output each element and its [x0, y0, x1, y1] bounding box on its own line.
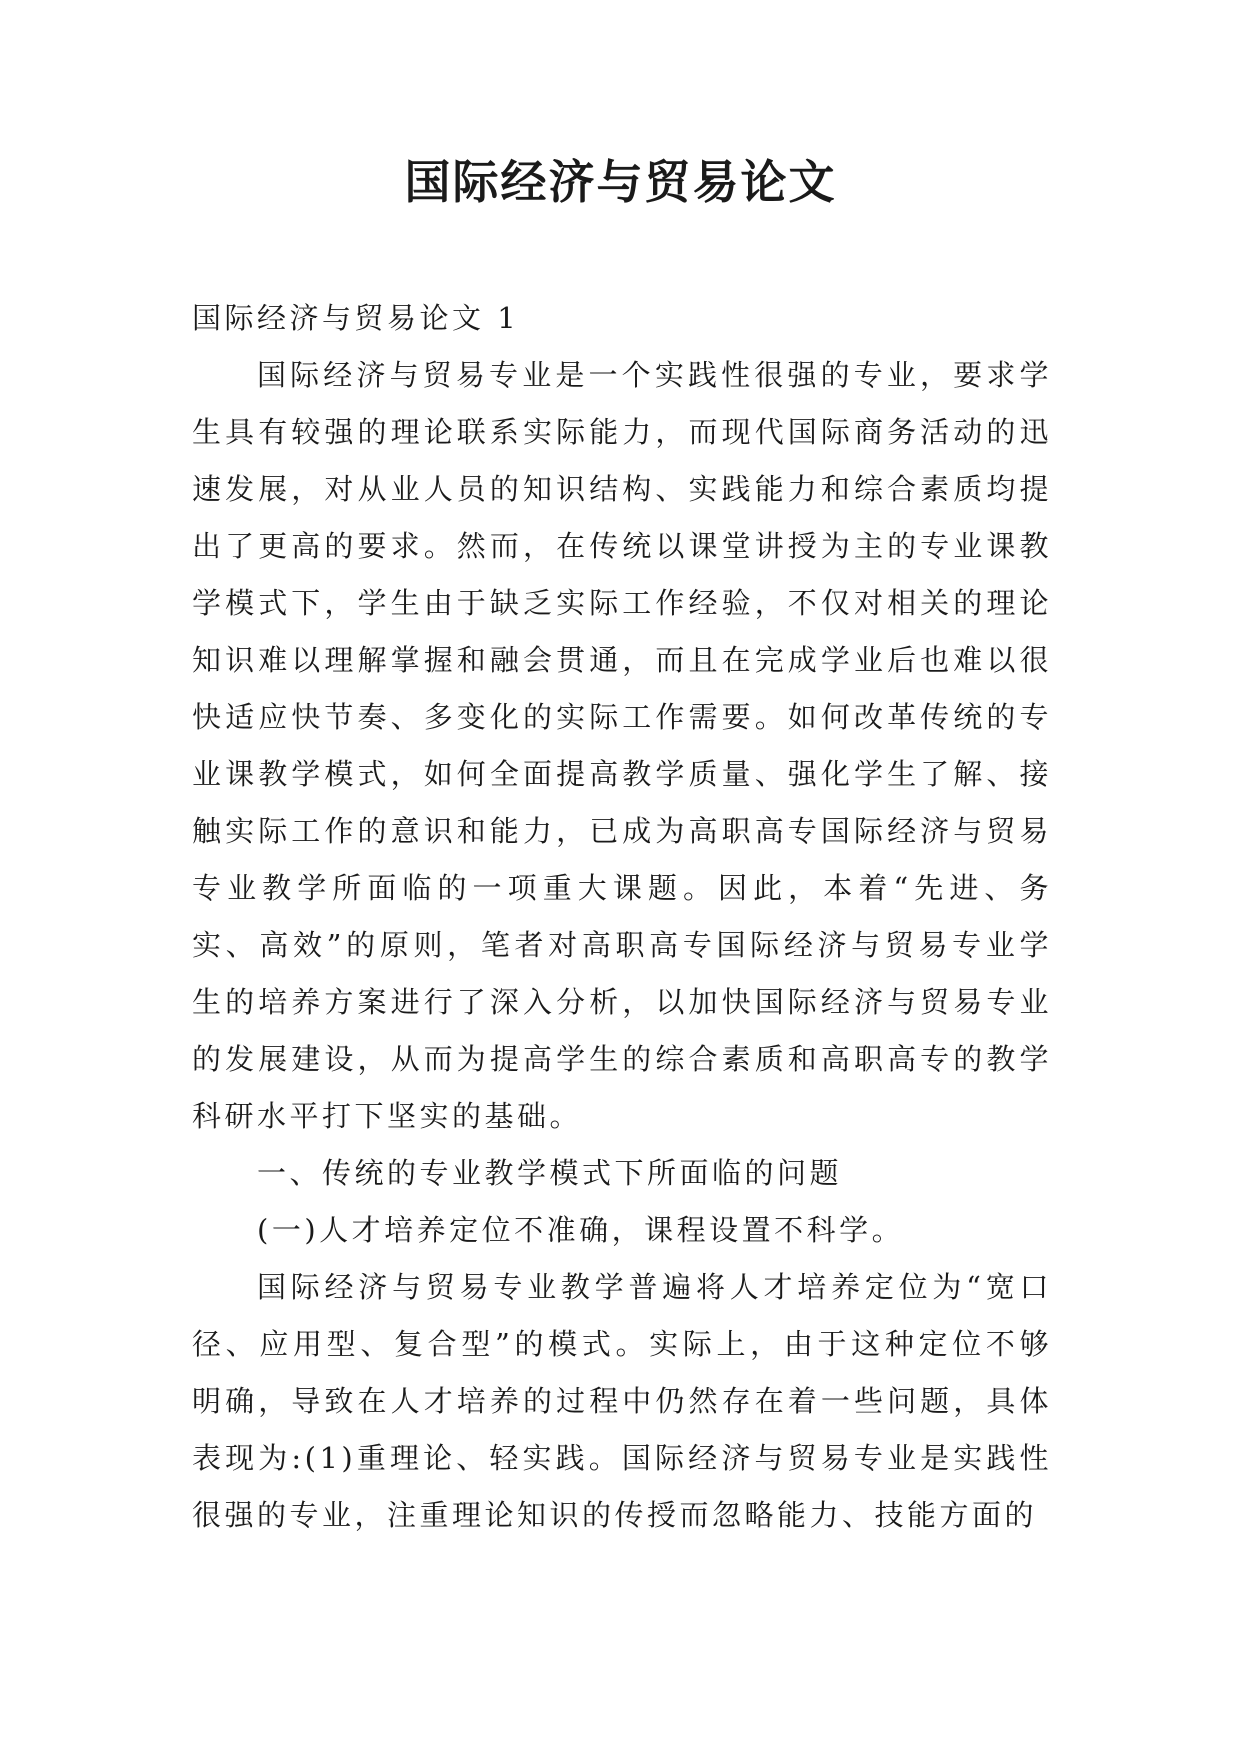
document-body	[192, 290, 1052, 1544]
paragraph-positioning: 国际经济与贸易专业教学普遍将人才培养定位为“宽口径、应用型、复合型”的模式。实际上，由于这种定位不够明确，导致在人才培养的过程中仍然存在着一些问题，具体表现为:(1)重理论、轻实践。国际经济与贸易专业是实践性很强的专业，注重理论知识的传授而忽略能力、技能方面的	[192, 1270, 1052, 1532]
subheading-positioning: (一)人才培养定位不准确，课程设置不科学。	[257, 1213, 905, 1247]
heading-problems: 一、传统的专业教学模式下所面临的问题	[257, 1156, 843, 1190]
paragraph-intro: 国际经济与贸易专业是一个实践性很强的专业，要求学生具有较强的理论联系实际能力，而现代国际商务活动的迅速发展，对从业人员的知识结构、实践能力和综合素质均提出了更高的要求。然而，在传统以课堂讲授为主的专业课教学模式下，学生由于缺乏实际工作经验，不仅对相关的理论知识难以理解掌握和融会贯通，而且在完成学业后也难以很快适应快节奏、多变化的实际工作需要。如何改革传统的专业课教学模式，如何全面提高教学质量、强化学生了解、接触实际工作的意识和能力，已成为高职高专国际经济与贸易专业教学所面临的一项重大课题。因此，本着“先进、务实、高效”的原则，笔者对高职高专国际经济与贸易专业学生的培养方案进行了深入分析，以加快国际经济与贸易专业的发展建设，从而为提高学生的综合素质和高职高专的教学科研水平打下坚实的基础。	[192, 358, 1052, 1133]
document-title: 国际经济与贸易论文	[404, 155, 837, 209]
section-heading: 国际经济与贸易论文 1	[192, 301, 520, 335]
